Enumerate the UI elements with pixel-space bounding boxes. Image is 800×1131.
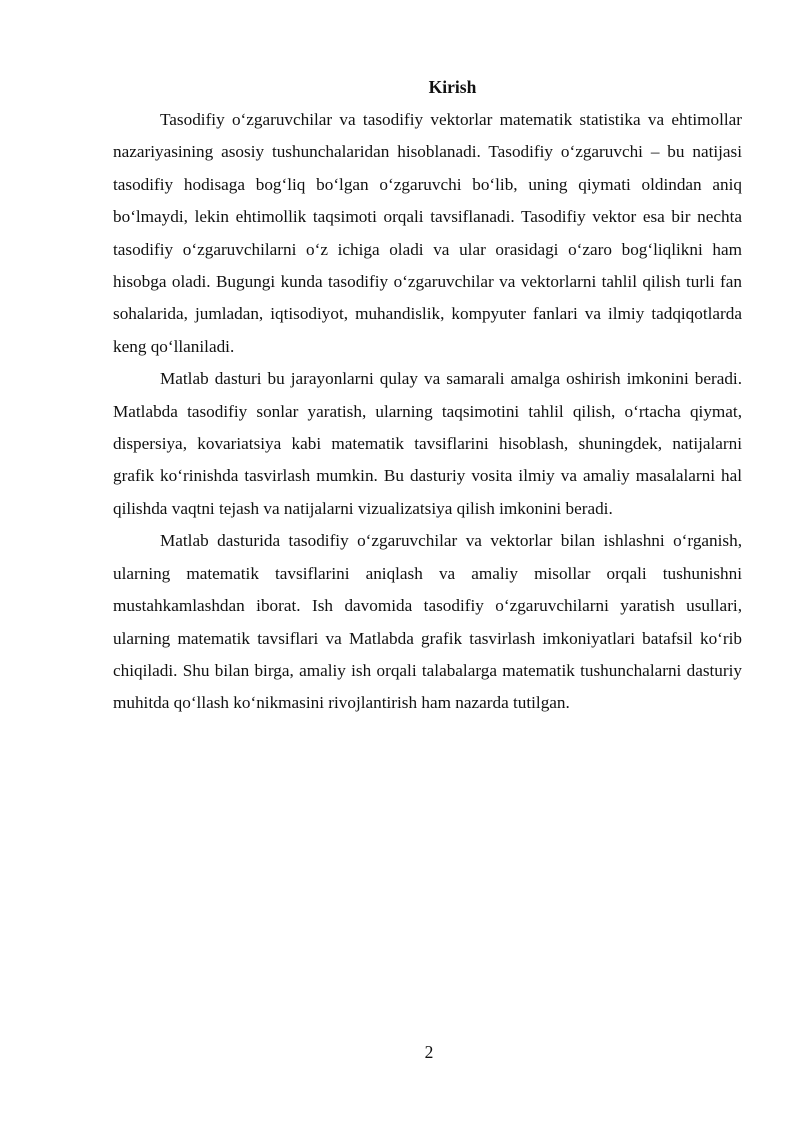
paragraph-matlab-capabilities: Matlab dasturi bu jarayonlarni qulay va samarali amalga oshirish imkonini beradi. Matlabda tasodifiy sonlar yaratish, ularning taqsimotini tahlil qilish, o‘rtacha qiymat, dispersiya, kovariatsiya kabi matematik tavsiflarini hisoblash, shuningdek, natijalarni grafik ko‘rinishda tasvirlash mumkin. Bu dasturiy vosita ilmiy va amaliy masalalarni hal qilishda vaqtni tejash va natijalarni vizualizatsiya qilish imkonini beradi. xyxy=(113,369,742,518)
section-heading: Kirish xyxy=(428,77,477,97)
paragraph-work-goal: Matlab dasturida tasodifiy o‘zgaruvchilar va vektorlar bilan ishlashni o‘rganish, ularning matematik tavsiflarini aniqlash va amaliy misollar orqali tushunishni mustahkamlashdan iborat. Ish davomida tasodifiy o‘zgaruvchilarni yaratish usullari, ularning matematik tavsiflari va Matlabda grafik tasvirlash imkoniyatlari batafsil ko‘rib chiqiladi. Shu bilan birga, amaliy ish orqali talabalarga matematik tushunchalarni dasturiy muhitda qo‘llash ko‘nikmasini rivojlantirish ham nazarda tutilgan. xyxy=(113,531,742,713)
page-content xyxy=(113,76,742,720)
paragraph-intro: Tasodifiy o‘zgaruvchilar va tasodifiy vektorlar matematik statistika va ehtimollar nazariyasining asosiy tushunchalaridan hisoblanadi. Tasodifiy o‘zgaruvchi – bu natijasi tasodifiy hodisaga bog‘liq bo‘lgan o‘zgaruvchi bo‘lib, uning qiymati oldindan aniq bo‘lmaydi, lekin ehtimollik taqsimoti orqali tavsiflanadi. Tasodifiy vektor esa bir nechta tasodifiy o‘zgaruvchilarni o‘z ichiga oladi va ular orasidagi o‘zaro bog‘liqlikni ham hisobga oladi. Bugungi kunda tasodifiy o‘zgaruvchilar va vektorlarni tahlil qilish turli fan sohalarida, jumladan, iqtisodiyot, muhandislik, kompyuter fanlari va ilmiy tadqiqotlarda keng qo‘llaniladi. xyxy=(113,110,742,356)
page-number: 2 xyxy=(424,1042,434,1062)
